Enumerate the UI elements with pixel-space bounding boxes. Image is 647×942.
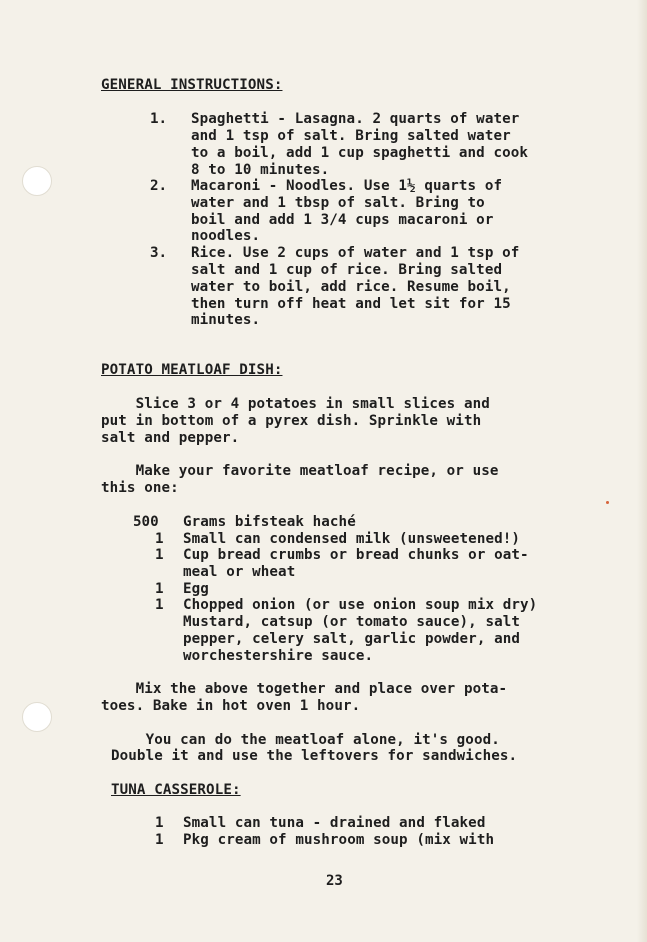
paragraph-line: salt and pepper. bbox=[101, 430, 240, 446]
potato-meatloaf-heading: POTATO MEATLOAF DISH: bbox=[101, 362, 283, 378]
general-item-number: 1. bbox=[150, 111, 168, 127]
paragraph-line: Double it and use the leftovers for sandwiches. bbox=[111, 748, 518, 764]
paragraph-line: Slice 3 or 4 potatoes in small slices and bbox=[101, 396, 490, 412]
paragraph-line: this one: bbox=[101, 480, 179, 496]
page-edge-shadow bbox=[637, 0, 647, 942]
tuna-casserole-heading: TUNA CASSEROLE: bbox=[111, 782, 241, 798]
binder-hole-top bbox=[22, 166, 52, 196]
ingredient-qty: 1 bbox=[155, 547, 164, 563]
binder-hole-bottom bbox=[22, 702, 52, 732]
general-item-number: 3. bbox=[150, 245, 168, 261]
ingredient-qty: 1 bbox=[155, 815, 164, 831]
ingredient-qty: 1 bbox=[155, 581, 164, 597]
ingredient-qty: 1 bbox=[155, 832, 164, 848]
general-instructions-heading: GENERAL INSTRUCTIONS: bbox=[101, 77, 283, 93]
general-item-number: 2. bbox=[150, 178, 168, 194]
ingredient-line: Grams bifsteak haché bbox=[183, 514, 356, 530]
ingredient-line: Small can tuna - drained and flaked bbox=[183, 815, 486, 831]
general-item-line: water and 1 tbsp of salt. Bring to bbox=[191, 195, 485, 211]
ingredient-qty: 1 bbox=[155, 531, 164, 547]
general-item-line: then turn off heat and let sit for 15 bbox=[191, 296, 511, 312]
paragraph-line: Mix the above together and place over pota- bbox=[101, 681, 508, 697]
ingredient-line: Chopped onion (or use onion soup mix dry) bbox=[183, 597, 538, 613]
ingredient-line: Cup bread crumbs or bread chunks or oat- bbox=[183, 547, 529, 563]
paragraph-line: put in bottom of a pyrex dish. Sprinkle with bbox=[101, 413, 482, 429]
general-item-line: minutes. bbox=[191, 312, 261, 328]
general-item-line: and 1 tsp of salt. Bring salted water bbox=[191, 128, 511, 144]
paragraph-line: toes. Bake in hot oven 1 hour. bbox=[101, 698, 361, 714]
ingredient-qty: 1 bbox=[155, 597, 164, 613]
general-item-line: to a boil, add 1 cup spaghetti and cook bbox=[191, 145, 529, 161]
general-item-line: noodles. bbox=[191, 228, 261, 244]
general-item-line: Macaroni - Noodles. Use 1½ quarts of bbox=[191, 178, 503, 194]
ingredient-line: Pkg cream of mushroom soup (mix with bbox=[183, 832, 495, 848]
ingredient-line: meal or wheat bbox=[183, 564, 296, 580]
general-item-line: salt and 1 cup of rice. Bring salted bbox=[191, 262, 503, 278]
general-item-line: Spaghetti - Lasagna. 2 quarts of water bbox=[191, 111, 520, 127]
page-number: 23 bbox=[326, 873, 343, 889]
ingredient-line: Small can condensed milk (unsweetened!) bbox=[183, 531, 521, 547]
paragraph-line: Make your favorite meatloaf recipe, or use bbox=[101, 463, 499, 479]
ingredient-line: Mustard, catsup (or tomato sauce), salt bbox=[183, 614, 521, 630]
ingredient-qty: 500 bbox=[133, 514, 159, 530]
paragraph-line: You can do the meatloaf alone, it's good. bbox=[111, 732, 500, 748]
ink-speck bbox=[606, 501, 609, 504]
ingredient-line: Egg bbox=[183, 581, 209, 597]
ingredient-line: pepper, celery salt, garlic powder, and bbox=[183, 631, 521, 647]
general-item-line: 8 to 10 minutes. bbox=[191, 162, 330, 178]
general-item-line: water to boil, add rice. Resume boil, bbox=[191, 279, 511, 295]
general-item-line: boil and add 1 3/4 cups macaroni or bbox=[191, 212, 494, 228]
ingredient-line: worchestershire sauce. bbox=[183, 648, 374, 664]
general-item-line: Rice. Use 2 cups of water and 1 tsp of bbox=[191, 245, 520, 261]
